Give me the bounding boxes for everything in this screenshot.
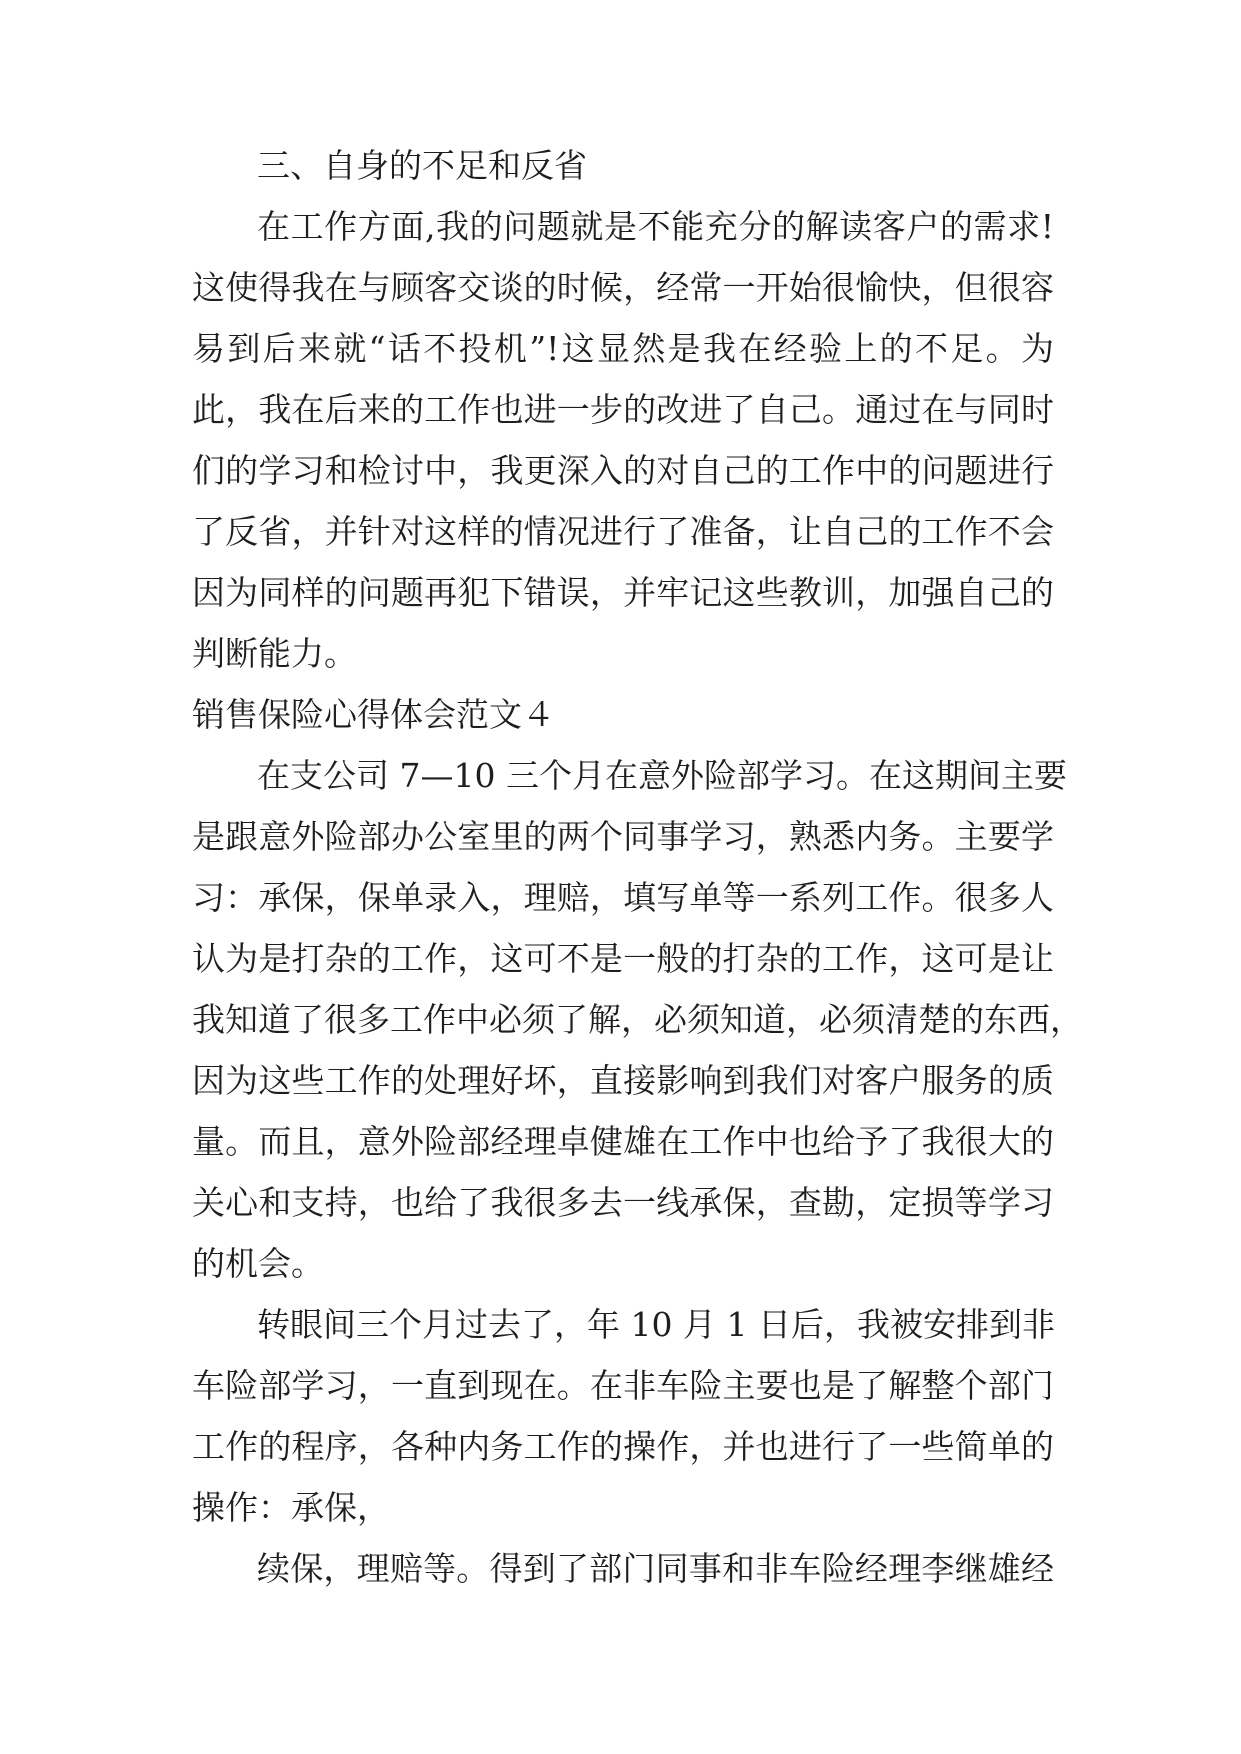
paragraph-line: 续保，理赔等。得到了部门同事和非车险经理李继雄经	[257, 1549, 1054, 1588]
paragraph-line: 转眼间三个月过去了，年 10 月 1 日后，我被安排到非	[257, 1305, 1055, 1344]
paragraph-line: 了反省，并针对这样的情况进行了准备，让自己的工作不会	[192, 512, 1054, 551]
paragraph-line: 量。而且，意外险部经理卓健雄在工作中也给予了我很大的	[192, 1122, 1054, 1161]
paragraph-line: 关心和支持，也给了我很多去一线承保，查勘，定损等学习	[192, 1183, 1054, 1222]
paragraph-line: 此，我在后来的工作也进一步的改进了自己。通过在与同时	[192, 390, 1054, 429]
section-heading: 三、自身的不足和反省	[257, 146, 587, 185]
paragraph-line: 操作：承保，	[192, 1488, 390, 1527]
paragraph-line: 我知道了很多工作中必须了解，必须知道，必须清楚的东西，	[192, 1000, 1083, 1039]
paragraph-line: 这使得我在与顾客交谈的时候，经常一开始很愉快，但很容	[192, 268, 1054, 307]
paragraph-line: 因为这些工作的处理好坏，直接影响到我们对客户服务的质	[192, 1061, 1054, 1100]
paragraph-line: 的机会。	[192, 1244, 324, 1283]
paragraph-line: 判断能力。	[192, 634, 357, 673]
paragraph-line: 易到后来就“话不投机”!这显然是我在经验上的不足。为	[192, 329, 1054, 368]
paragraph-line: 在支公司 7—10 三个月在意外险部学习。在这期间主要	[257, 756, 1067, 795]
paragraph-line: 是跟意外险部办公室里的两个同事学习，熟悉内务。主要学	[192, 817, 1054, 856]
paragraph-line: 们的学习和检讨中，我更深入的对自己的工作中的问题进行	[192, 451, 1054, 490]
paragraph-line: 工作的程序，各种内务工作的操作，并也进行了一些简单的	[192, 1427, 1054, 1466]
paragraph-line: 认为是打杂的工作，这可不是一般的打杂的工作，这可是让	[192, 939, 1054, 978]
article-title: 销售保险心得体会范文４	[192, 695, 555, 734]
paragraph-line: 因为同样的问题再犯下错误，并牢记这些教训，加强自己的	[192, 573, 1054, 612]
paragraph-line: 车险部学习，一直到现在。在非车险主要也是了解整个部门	[192, 1366, 1054, 1405]
paragraph-line: 在工作方面,我的问题就是不能充分的解读客户的需求!	[257, 207, 1054, 246]
paragraph-line: 习：承保，保单录入，理赔，填写单等一系列工作。很多人	[192, 878, 1054, 917]
